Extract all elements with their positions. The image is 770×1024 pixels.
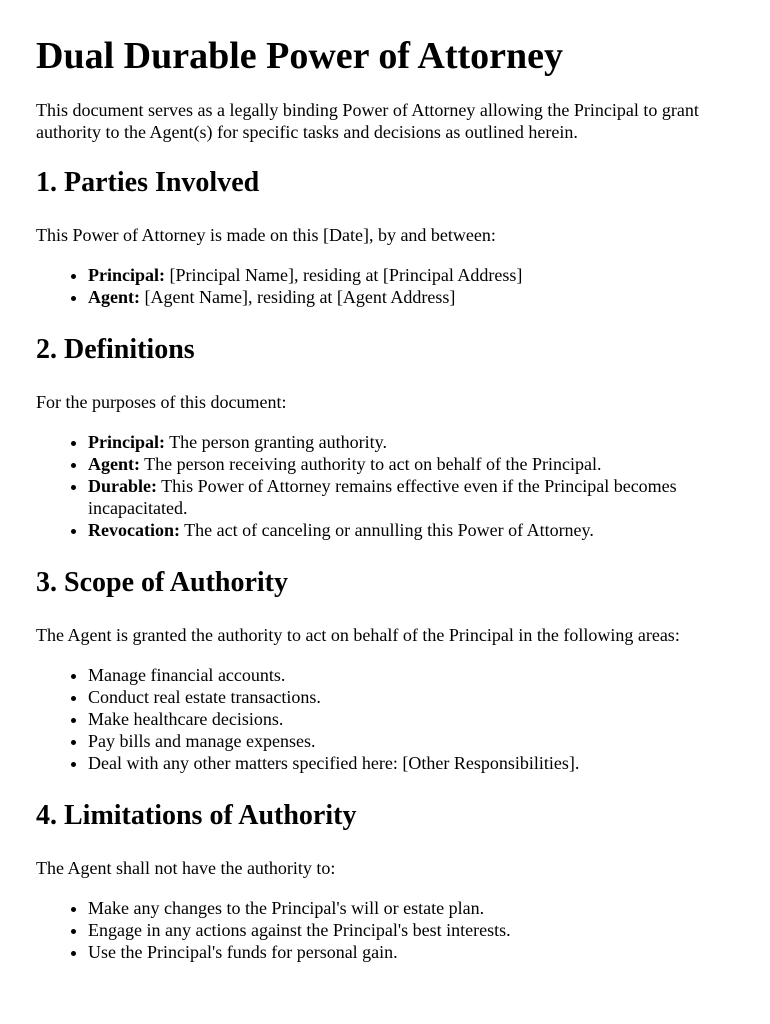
parties-lead: This Power of Attorney is made on this [Date], by and between: xyxy=(36,225,496,245)
term-label: Agent: xyxy=(88,287,140,307)
section-heading-parties: 1. Parties Involved xyxy=(36,167,260,198)
list-item: • Conduct real estate transactions. xyxy=(88,686,734,708)
term-text: The person receiving authority to act on behalf of the Principal. xyxy=(140,454,602,474)
section-heading-limitations: 4. Limitations of Authority xyxy=(36,800,357,831)
list-item xyxy=(88,475,734,519)
list-item xyxy=(88,453,734,475)
list-item: • Use the Principal's funds for personal gain. xyxy=(88,941,734,963)
list-item xyxy=(88,264,734,286)
list-item: • Make any changes to the Principal's will or estate plan. xyxy=(88,897,734,919)
term-label: Principal: xyxy=(88,432,165,452)
scope-list xyxy=(36,664,734,774)
term-text: [Principal Name], residing at [Principal Address] xyxy=(165,265,523,285)
limitations-list xyxy=(36,897,734,963)
term-text: The act of canceling or annulling this Power of Attorney. xyxy=(179,520,594,540)
definitions-list xyxy=(36,431,734,541)
document-title: Dual Durable Power of Attorney xyxy=(36,35,564,77)
list-item: • Make healthcare decisions. xyxy=(88,708,734,730)
list-item: • Deal with any other matters specified here: [Other Responsibilities]. xyxy=(88,752,734,774)
list-item xyxy=(88,431,734,453)
limitations-lead: The Agent shall not have the authority to: xyxy=(36,858,336,878)
list-item xyxy=(88,286,734,308)
list-item: • Pay bills and manage expenses. xyxy=(88,730,734,752)
term-text: This Power of Attorney remains effective even if the Principal becomes incapacitated. xyxy=(88,476,677,518)
term-text: The person granting authority. xyxy=(165,432,387,452)
definitions-lead: For the purposes of this document: xyxy=(36,392,287,412)
section-heading-scope: 3. Scope of Authority xyxy=(36,567,288,598)
list-item xyxy=(88,519,734,541)
list-item: • Manage financial accounts. xyxy=(88,664,734,686)
parties-list xyxy=(36,264,734,308)
term-label: Agent: xyxy=(88,454,140,474)
intro-paragraph: This document serves as a legally binding Power of Attorney allowing the Principal to grant authority to the Agent(s) for specific tasks and decisions as outlined herein. xyxy=(36,100,699,142)
list-item: • Engage in any actions against the Principal's best interests. xyxy=(88,919,734,941)
term-label: Durable: xyxy=(88,476,157,496)
scope-lead: The Agent is granted the authority to act on behalf of the Principal in the following areas: xyxy=(36,625,680,645)
section-heading-definitions: 2. Definitions xyxy=(36,334,195,365)
term-label: Revocation: xyxy=(88,520,180,540)
term-label: Principal: xyxy=(88,265,165,285)
term-text: [Agent Name], residing at [Agent Address] xyxy=(140,287,456,307)
